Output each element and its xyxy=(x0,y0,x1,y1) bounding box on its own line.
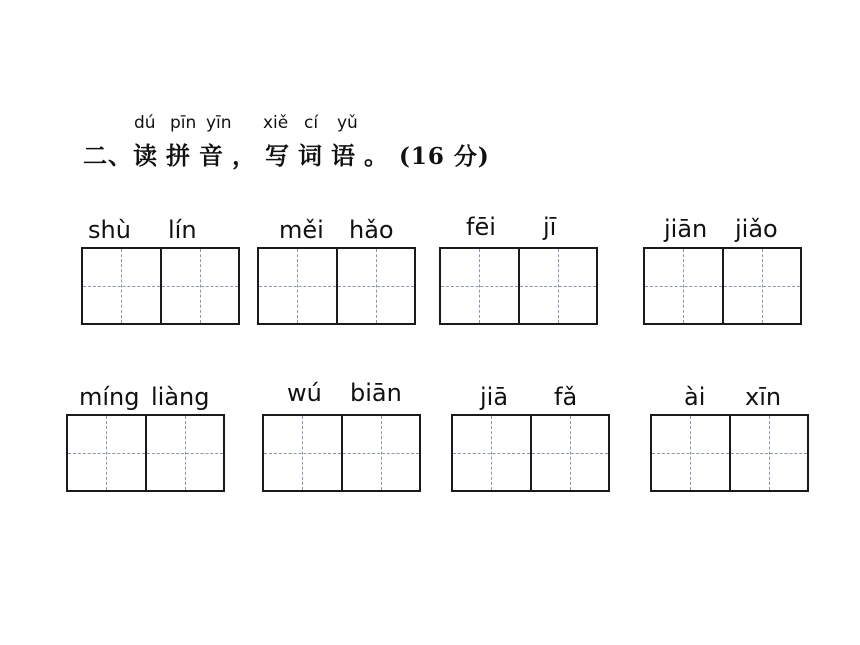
heading-char: 写 xyxy=(265,141,290,170)
writing-cell[interactable] xyxy=(83,249,160,323)
word-7-pinyin-2: fǎ xyxy=(554,383,578,411)
word-3-writing-grid[interactable] xyxy=(439,247,598,325)
word-3-pinyin-2: jī xyxy=(543,213,557,241)
word-5-writing-grid[interactable] xyxy=(66,414,225,492)
word-7-writing-grid[interactable] xyxy=(451,414,610,492)
heading-char: 语 xyxy=(331,141,356,170)
writing-cell[interactable] xyxy=(729,416,808,490)
heading-pinyin-xie: xiě xyxy=(263,113,289,133)
writing-cell[interactable] xyxy=(259,249,336,323)
heading-char: 音 xyxy=(199,141,224,170)
word-1-writing-grid[interactable] xyxy=(81,247,240,325)
points-label: (16 分) xyxy=(399,143,490,170)
heading-pinyin-pin: pīn xyxy=(170,113,197,133)
word-4-writing-grid[interactable] xyxy=(643,247,802,325)
word-1-pinyin-2: lín xyxy=(168,216,197,244)
word-4-pinyin-1: jiān xyxy=(664,215,708,243)
writing-cell[interactable] xyxy=(518,249,597,323)
writing-cell[interactable] xyxy=(68,416,145,490)
writing-cell[interactable] xyxy=(530,416,609,490)
word-6-writing-grid[interactable] xyxy=(262,414,421,492)
section-number: 二、 xyxy=(83,141,133,170)
word-6-pinyin-2: biān xyxy=(350,379,402,407)
writing-cell[interactable] xyxy=(160,249,239,323)
word-7-pinyin-1: jiā xyxy=(480,383,509,411)
heading-pinyin-yu: yǔ xyxy=(337,113,358,133)
heading-char: ， xyxy=(232,141,257,170)
heading-pinyin-yin: yīn xyxy=(206,113,232,133)
word-2-pinyin-1: měi xyxy=(279,216,324,244)
heading-char: 。 xyxy=(364,141,389,170)
writing-cell[interactable] xyxy=(441,249,518,323)
writing-cell[interactable] xyxy=(652,416,729,490)
word-4-pinyin-2: jiǎo xyxy=(735,215,778,243)
word-5-pinyin-1: míng xyxy=(79,383,140,411)
writing-cell[interactable] xyxy=(264,416,341,490)
writing-cell[interactable] xyxy=(145,416,224,490)
heading-char: 拼 xyxy=(166,141,191,170)
word-1-pinyin-1: shù xyxy=(88,216,131,244)
word-2-pinyin-2: hǎo xyxy=(349,216,394,244)
word-6-pinyin-1: wú xyxy=(287,379,322,407)
word-8-pinyin-2: xīn xyxy=(745,383,782,411)
word-8-pinyin-1: ài xyxy=(684,383,706,411)
word-2-writing-grid[interactable] xyxy=(257,247,416,325)
heading-pinyin-ci: cí xyxy=(304,113,319,133)
heading-char: 读 xyxy=(133,141,158,170)
heading-pinyin-du: dú xyxy=(134,113,156,133)
word-3-pinyin-1: fēi xyxy=(466,213,496,241)
heading-char: 词 xyxy=(298,141,323,170)
writing-cell[interactable] xyxy=(645,249,722,323)
section-heading xyxy=(83,139,490,173)
writing-cell[interactable] xyxy=(722,249,801,323)
word-5-pinyin-2: liàng xyxy=(151,383,210,411)
writing-cell[interactable] xyxy=(336,249,415,323)
writing-cell[interactable] xyxy=(341,416,420,490)
writing-cell[interactable] xyxy=(453,416,530,490)
word-8-writing-grid[interactable] xyxy=(650,414,809,492)
